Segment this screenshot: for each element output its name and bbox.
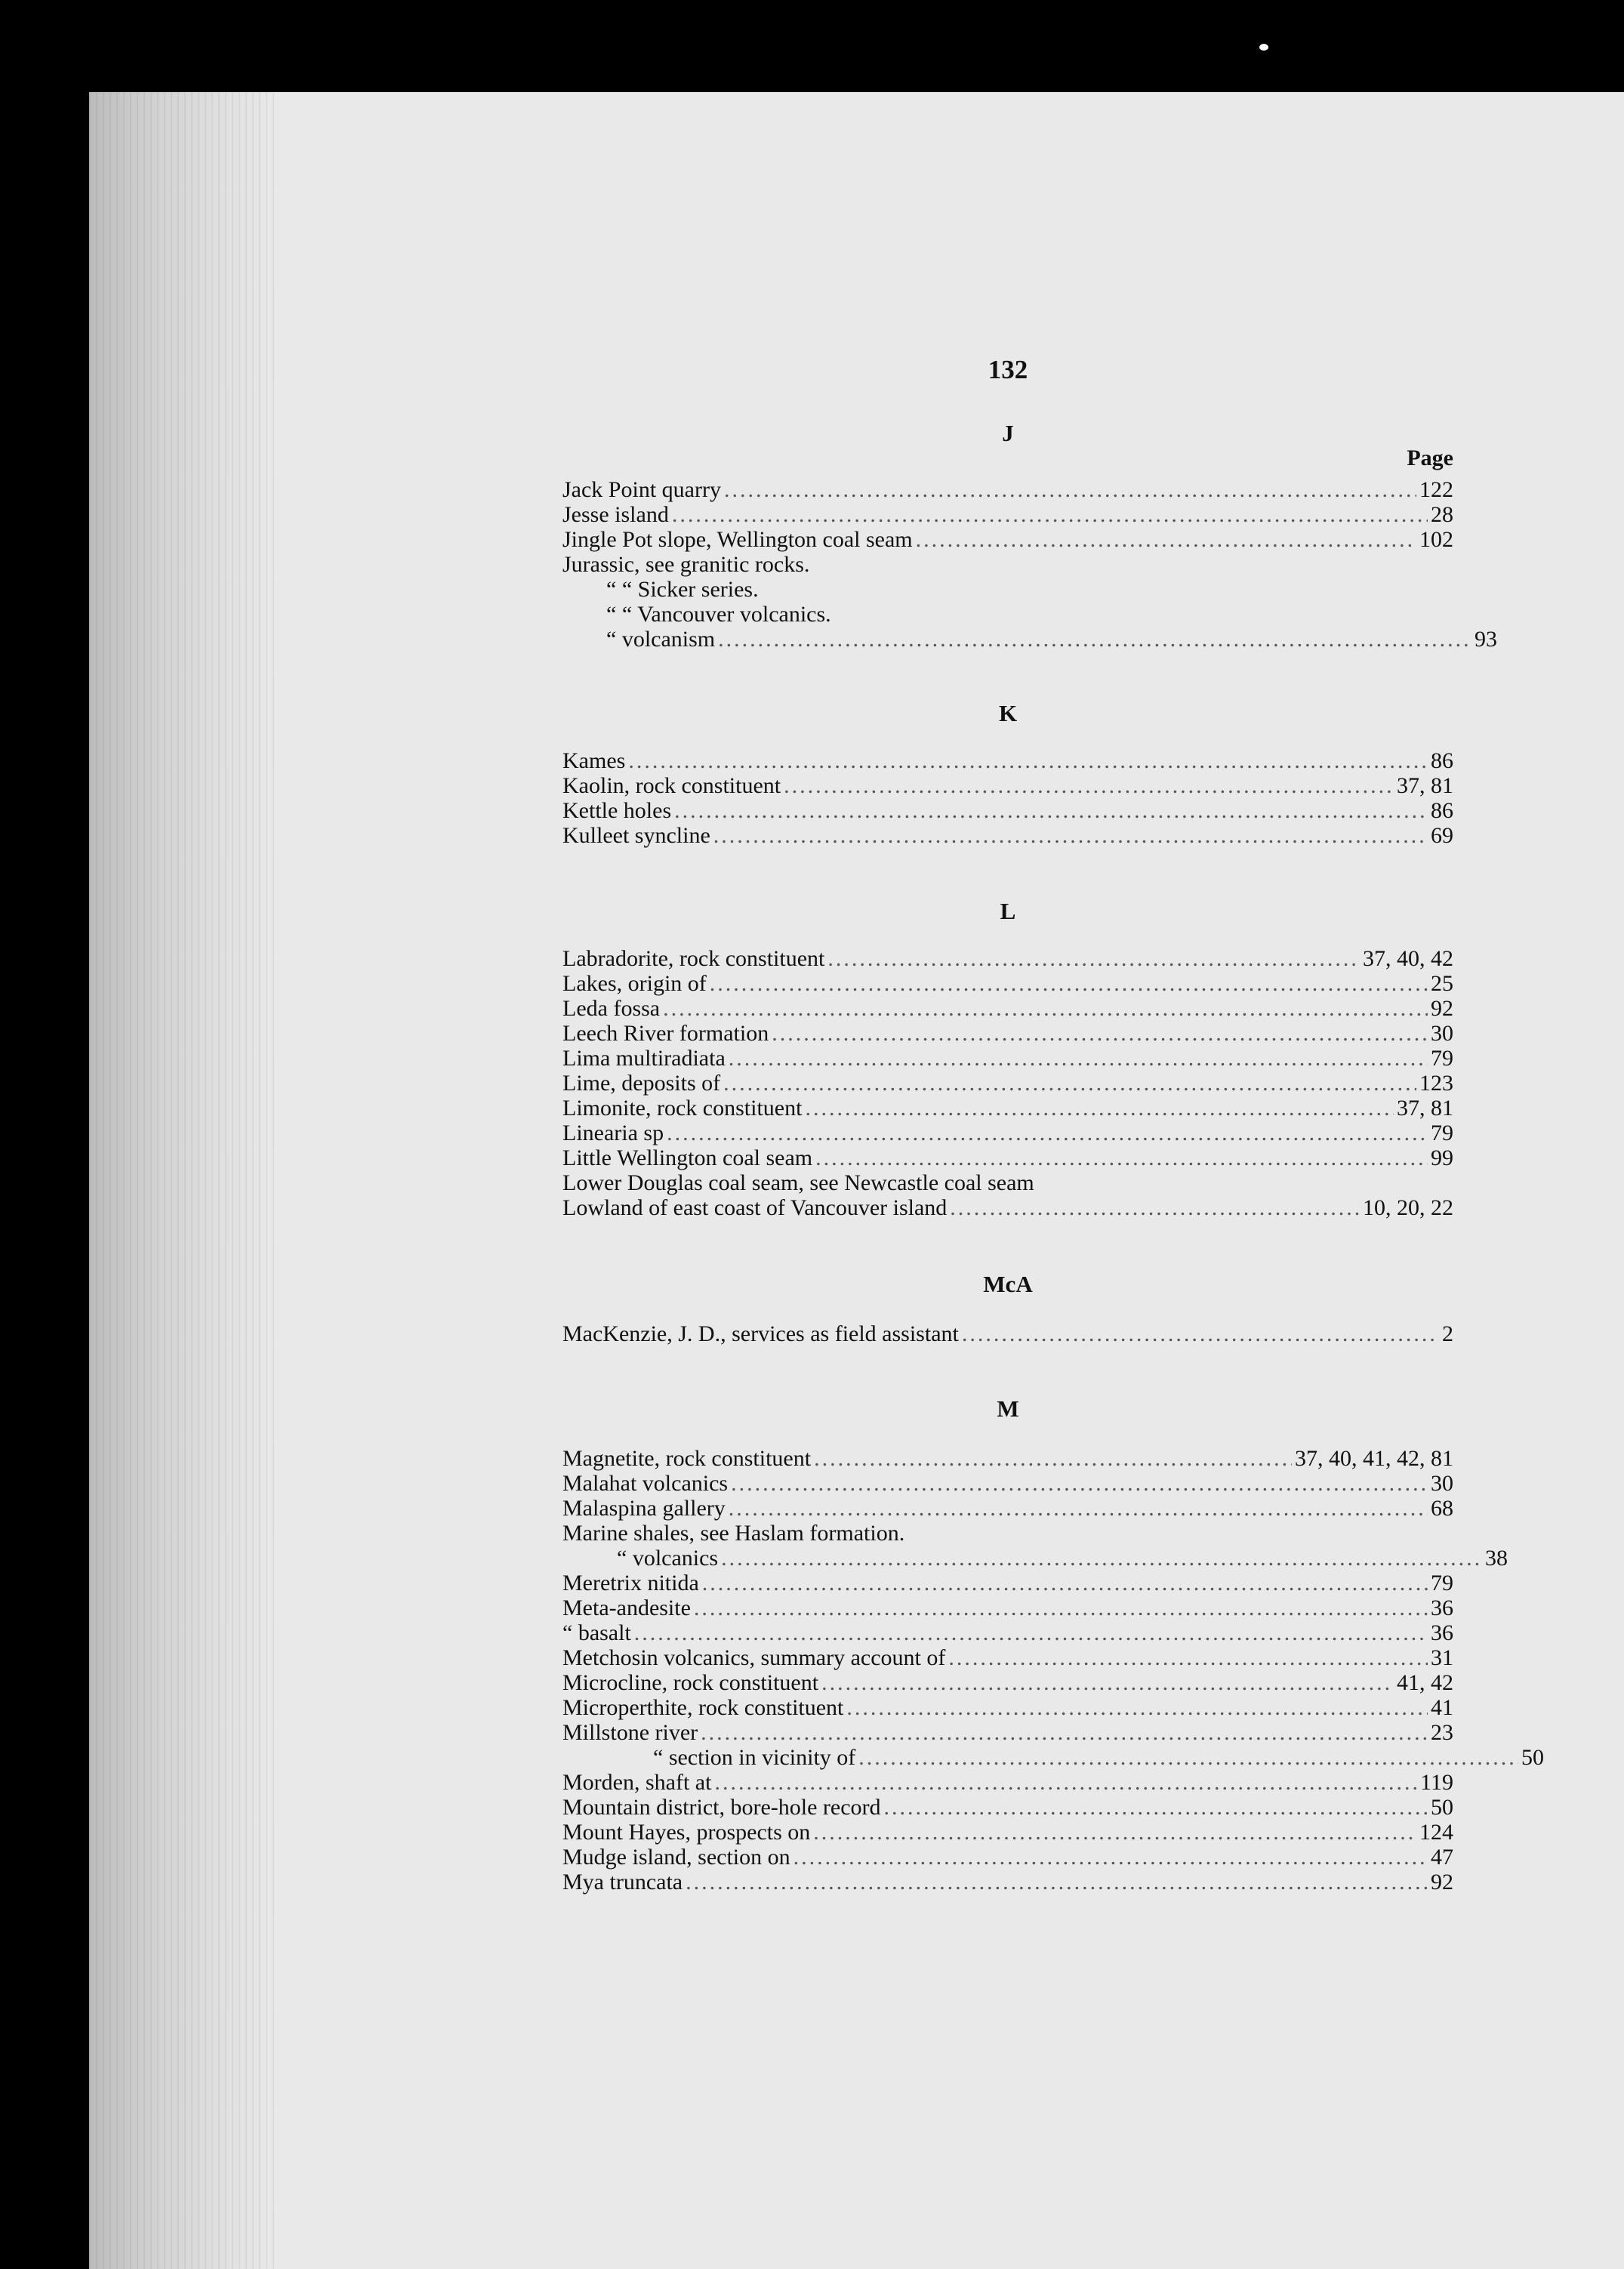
index-entry: Lime, deposits of ..... 123 bbox=[562, 1071, 1453, 1096]
index-entry: Millstone river ..... 23 bbox=[562, 1720, 1453, 1746]
section-letter-mca: McA bbox=[983, 1271, 1033, 1297]
index-entry: Jack Point quarry ..... 122 bbox=[562, 477, 1453, 503]
section-letter-j: J bbox=[1002, 420, 1014, 446]
index-entry: Mudge island, section on ..... 47 bbox=[562, 1845, 1453, 1870]
index-entry: Limonite, rock constituent ..... 37, 81 bbox=[562, 1096, 1453, 1121]
index-entry: Microcline, rock constituent ..... 41, 42 bbox=[562, 1670, 1453, 1696]
index-entry: Jurassic, see granitic rocks. bbox=[562, 552, 810, 577]
index-entry: Meta-andesite ..... 36 bbox=[562, 1595, 1453, 1621]
index-entry: Kettle holes ..... 86 bbox=[562, 798, 1453, 824]
index-entry: Linearia sp ..... 79 bbox=[562, 1121, 1453, 1146]
index-entry: Mya truncata ..... 92 bbox=[562, 1870, 1453, 1895]
index-entry: Jingle Pot slope, Wellington coal seam ..... 102 bbox=[562, 527, 1453, 553]
section-letter-l: L bbox=[1000, 898, 1016, 924]
index-entry: Meretrix nitida ..... 79 bbox=[562, 1571, 1453, 1596]
page-column-heading: Page bbox=[1407, 445, 1453, 470]
index-entry: Lowland of east coast of Vancouver island ..... 10, 20, 22 bbox=[562, 1195, 1453, 1221]
index-subentry: “ basalt ..... 36 bbox=[562, 1620, 1453, 1646]
index-entry: Leda fossa ..... 92 bbox=[562, 996, 1453, 1022]
index-subentry: “ “ Sicker series. bbox=[606, 577, 759, 602]
index-entry: Malaspina gallery ..... 68 bbox=[562, 1496, 1453, 1521]
index-entry: Mountain district, bore-hole record ..... 50 bbox=[562, 1795, 1453, 1820]
index-entry: Labradorite, rock constituent ..... 37, 40, 42 bbox=[562, 946, 1453, 972]
index-entry: MacKenzie, J. D., services as field assistant ..... 2 bbox=[562, 1321, 1453, 1347]
index-entry: Lower Douglas coal seam, see Newcastle coal seam bbox=[562, 1170, 1034, 1195]
index-entry: Marine shales, see Haslam formation. bbox=[562, 1521, 905, 1546]
section-letter-m: M bbox=[997, 1395, 1019, 1422]
index-entry: Mount Hayes, prospects on ..... 124 bbox=[562, 1820, 1453, 1845]
index-entry: Leech River formation ..... 30 bbox=[562, 1021, 1453, 1047]
section-letter-k: K bbox=[998, 700, 1018, 726]
index-entry: Little Wellington coal seam ..... 99 bbox=[562, 1145, 1453, 1171]
index-entry: Kames ..... 86 bbox=[562, 748, 1453, 774]
index-entry: Metchosin volcanics, summary account of ..... 31 bbox=[562, 1645, 1453, 1671]
index-entry: Kulleet syncline ..... 69 bbox=[562, 823, 1453, 849]
index-subentry: “ volcanics ..... 38 bbox=[562, 1546, 1508, 1571]
index-entry: Microperthite, rock constituent ..... 41 bbox=[562, 1695, 1453, 1721]
index-entry: Magnetite, rock constituent ..... 37, 40, 41, 42, 81 bbox=[562, 1446, 1453, 1472]
index-subentry: “ volcanism ..... 93 bbox=[562, 627, 1497, 652]
page-number: 132 bbox=[988, 355, 1028, 384]
scan-speck bbox=[1259, 44, 1268, 51]
index-entry: Kaolin, rock constituent ..... 37, 81 bbox=[562, 773, 1453, 799]
index-entry: Morden, shaft at ..... 119 bbox=[562, 1770, 1453, 1796]
page-stack-edges bbox=[89, 92, 278, 2269]
index-entry: Malahat volcanics ..... 30 bbox=[562, 1471, 1453, 1497]
index-entry: Lima multiradiata ..... 79 bbox=[562, 1046, 1453, 1071]
index-entry: Jesse island ..... 28 bbox=[562, 502, 1453, 528]
index-subentry: “ section in vicinity of ..... 50 bbox=[562, 1745, 1544, 1771]
index-entry: Lakes, origin of ..... 25 bbox=[562, 971, 1453, 997]
index-subentry: “ “ Vancouver volcanics. bbox=[606, 602, 831, 627]
